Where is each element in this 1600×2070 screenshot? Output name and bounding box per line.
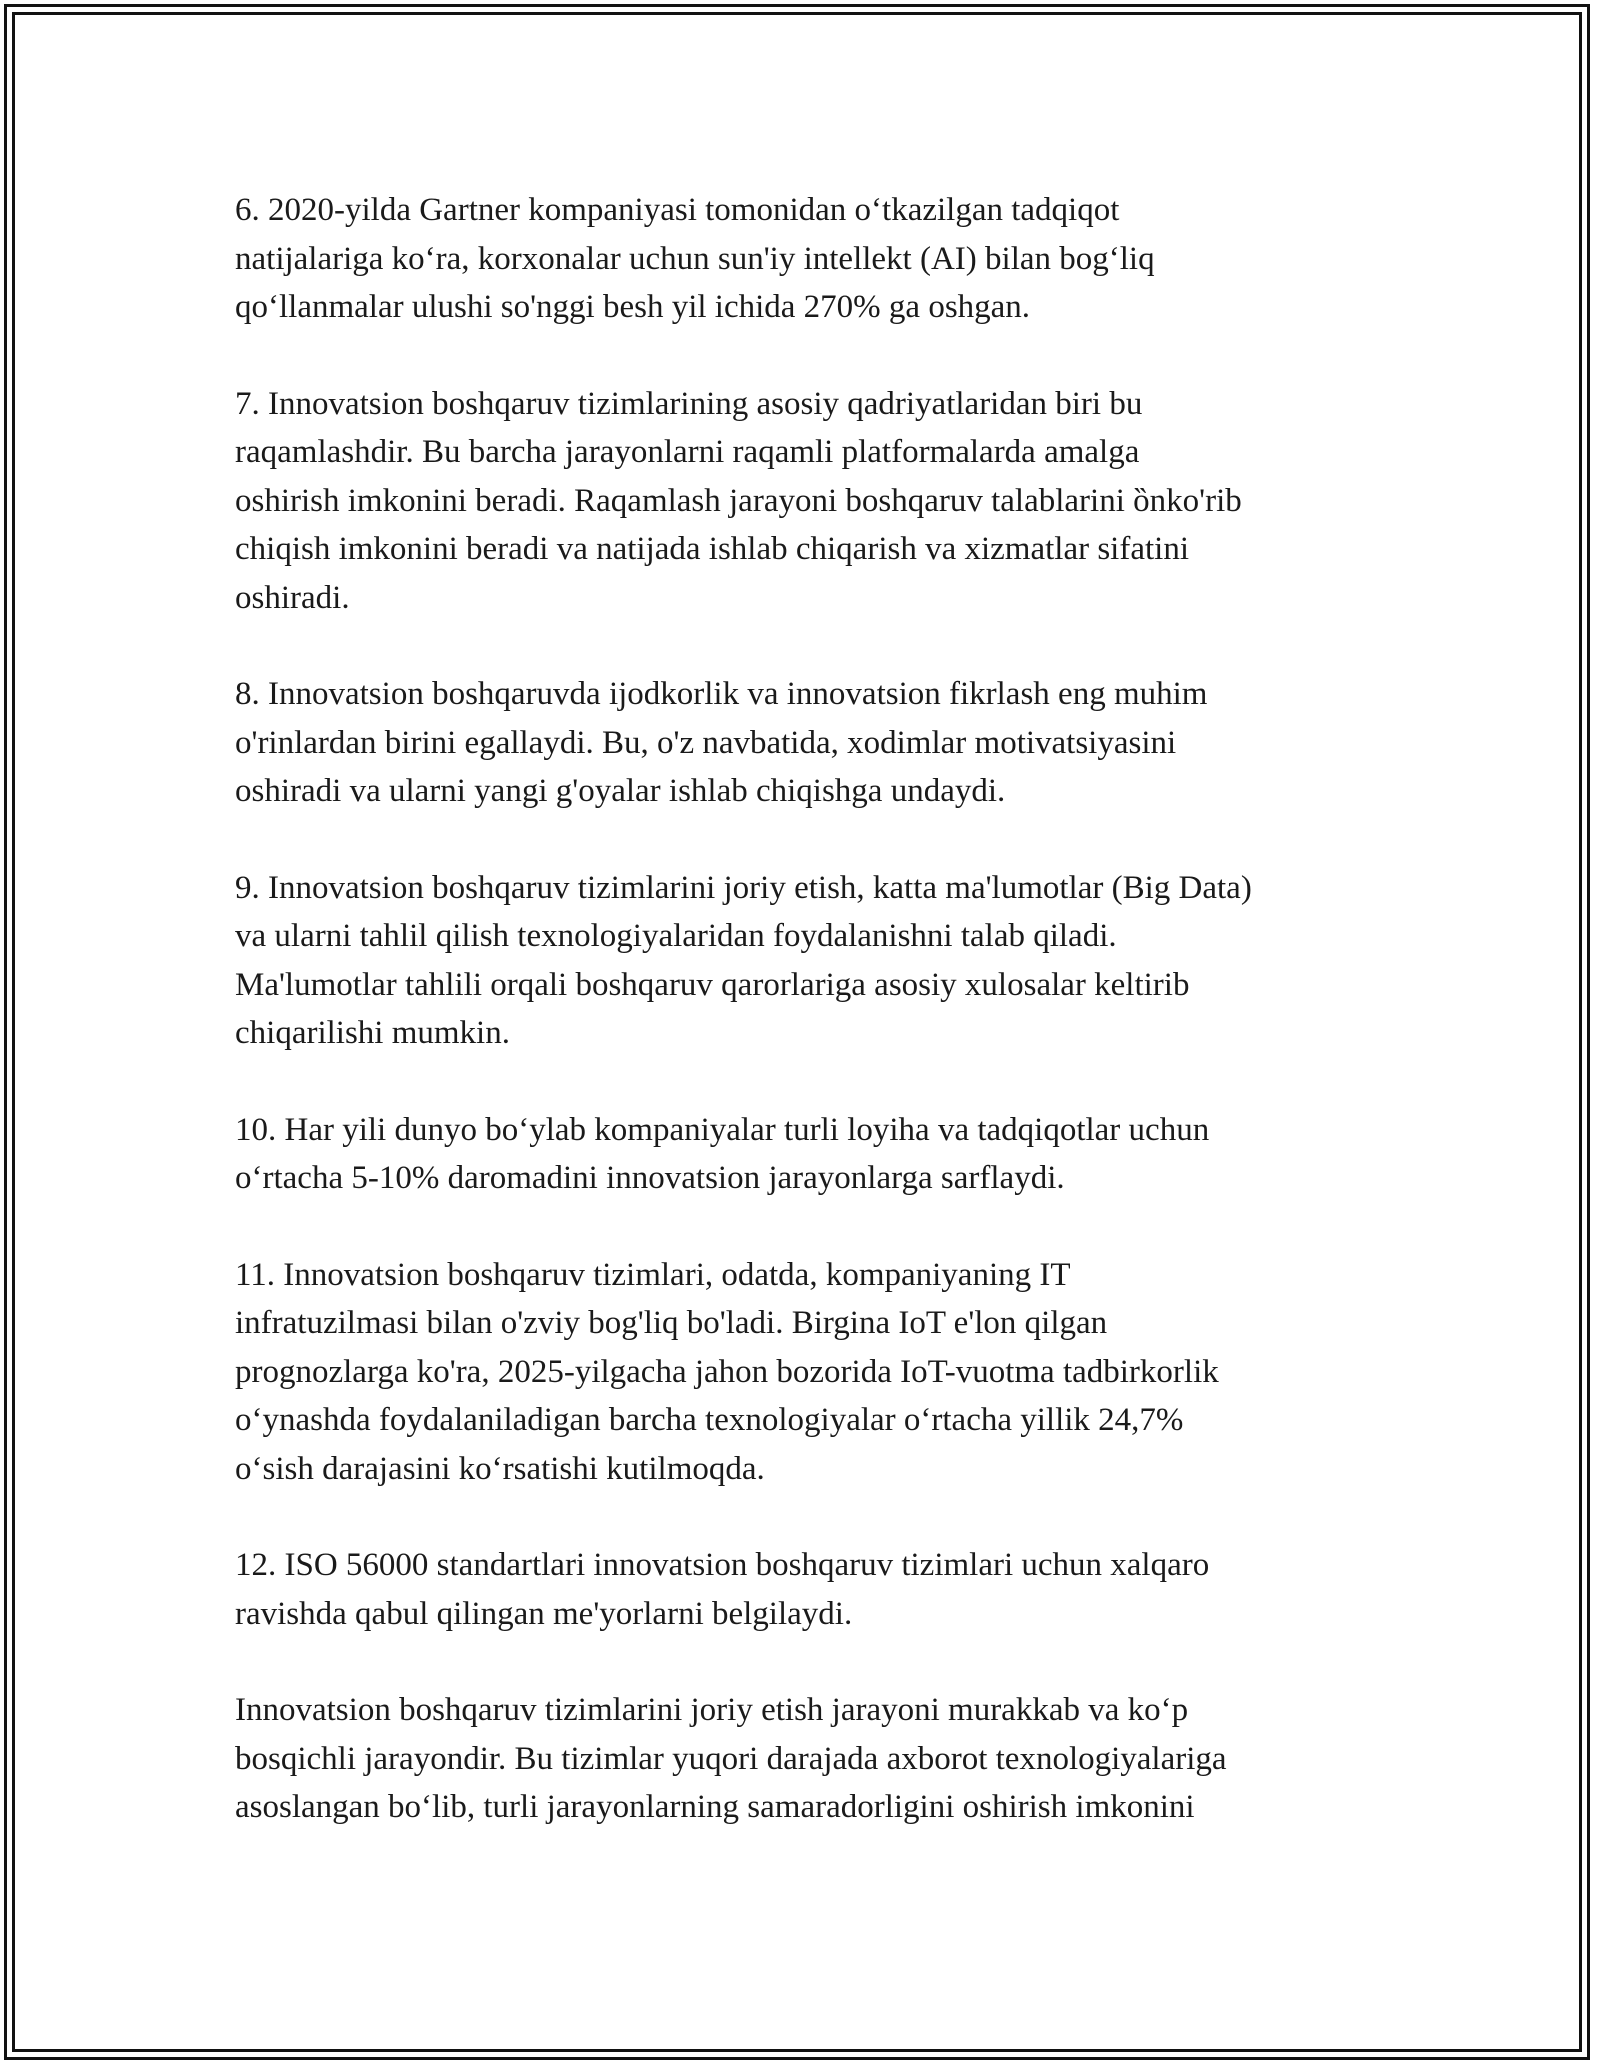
paragraph-item-11 xyxy=(235,1251,1375,1494)
text-line: raqamlashdir. Bu barcha jarayonlarni raqamli platformalarda amalga xyxy=(235,434,1140,470)
document-body xyxy=(235,186,1375,1880)
text-line: Ma'lumotlar tahlili orqali boshqaruv qarorlariga asosiy xulosalar keltirib xyxy=(235,966,1190,1003)
text-line: ravishda qabul qilingan me'yorlarni belgilaydi. xyxy=(235,1595,853,1632)
paragraph-item-12 xyxy=(235,1541,1375,1638)
paragraph-conclusion xyxy=(235,1686,1375,1832)
paragraph-item-10 xyxy=(235,1106,1375,1203)
text-line: 6. 2020-yilda Gartner kompaniyasi tomonidan o‘tkazilgan tadqiqot xyxy=(235,192,1120,228)
text-line: va ularni tahlil qilish texnologiyalaridan foydalanishni talab qiladi. xyxy=(235,918,1117,954)
text-line: oshiradi. xyxy=(235,579,350,616)
text-line: 12. ISO 56000 standartlari innovatsion boshqaruv tizimlari uchun xalqaro xyxy=(235,1547,1210,1583)
text-line: o‘sish darajasini ko‘rsatishi kutilmoqda. xyxy=(235,1450,765,1487)
text-line: oshiradi va ularni yangi g'oyalar ishlab chiqishga undaydi. xyxy=(235,773,1006,809)
text-line: natijalariga ko‘ra, korxonalar uchun sun'iy intellekt (AI) bilan bog‘liq xyxy=(235,240,1155,277)
text-line: 10. Har yili dunyo bo‘ylab kompaniyalar turli loyiha va tadqiqotlar uchun xyxy=(235,1111,1210,1148)
text-line: oshirish imkonini beradi. Raqamlash jarayoni boshqaruv talablarini ȍnko'rib xyxy=(235,482,1242,519)
text-line: 7. Innovatsion boshqaruv tizimlarining asosiy qadriyatlaridan biri bu xyxy=(235,385,1143,422)
text-line: infratuzilmasi bilan o'zviy bog'liq bo'ladi. Birgina IoT e'lon qilgan xyxy=(235,1305,1108,1341)
paragraph-item-8 xyxy=(235,670,1375,816)
paragraph-item-9 xyxy=(235,864,1375,1058)
text-line: o‘rtacha 5-10% daromadini innovatsion jarayonlarga sarflaydi. xyxy=(235,1160,1065,1196)
text-line: o'rinlardan birini egallaydi. Bu, o'z navbatida, xodimlar motivatsiyasini xyxy=(235,724,1177,761)
text-line: 8. Innovatsion boshqaruvda ijodkorlik va innovatsion fikrlash eng muhim xyxy=(235,676,1208,712)
text-line: chiqish imkonini beradi va natijada ishlab chiqarish va xizmatlar sifatini xyxy=(235,531,1189,567)
text-line: 9. Innovatsion boshqaruv tizimlarini joriy etish, katta ma'lumotlar (Big Data) xyxy=(235,869,1252,906)
paragraph-item-6 xyxy=(235,186,1375,332)
text-line: prognozlarga ko'ra, 2025-yilgacha jahon bozorida IoT-vuotma tadbirkorlik xyxy=(235,1353,1219,1390)
text-line: chiqarilishi mumkin. xyxy=(235,1015,510,1051)
paragraph-item-7 xyxy=(235,380,1375,623)
text-line: o‘ynashda foydalaniladigan barcha texnologiyalar o‘rtacha yillik 24,7% xyxy=(235,1402,1184,1438)
text-line: 11. Innovatsion boshqaruv tizimlari, odatda, kompaniyaning IT xyxy=(235,1256,1071,1293)
text-line: bosqichli jarayondir. Bu tizimlar yuqori darajada axborot texnologiyalariga xyxy=(235,1740,1227,1777)
text-line: asoslangan bo‘lib, turli jarayonlarning samaradorligini oshirish imkonini xyxy=(235,1789,1195,1825)
text-line: qo‘llanmalar ulushi so'nggi besh yil ichida 270% ga oshgan. xyxy=(235,289,1031,325)
text-line: Innovatsion boshqaruv tizimlarini joriy etish jarayoni murakkab va ko‘p xyxy=(235,1692,1189,1728)
